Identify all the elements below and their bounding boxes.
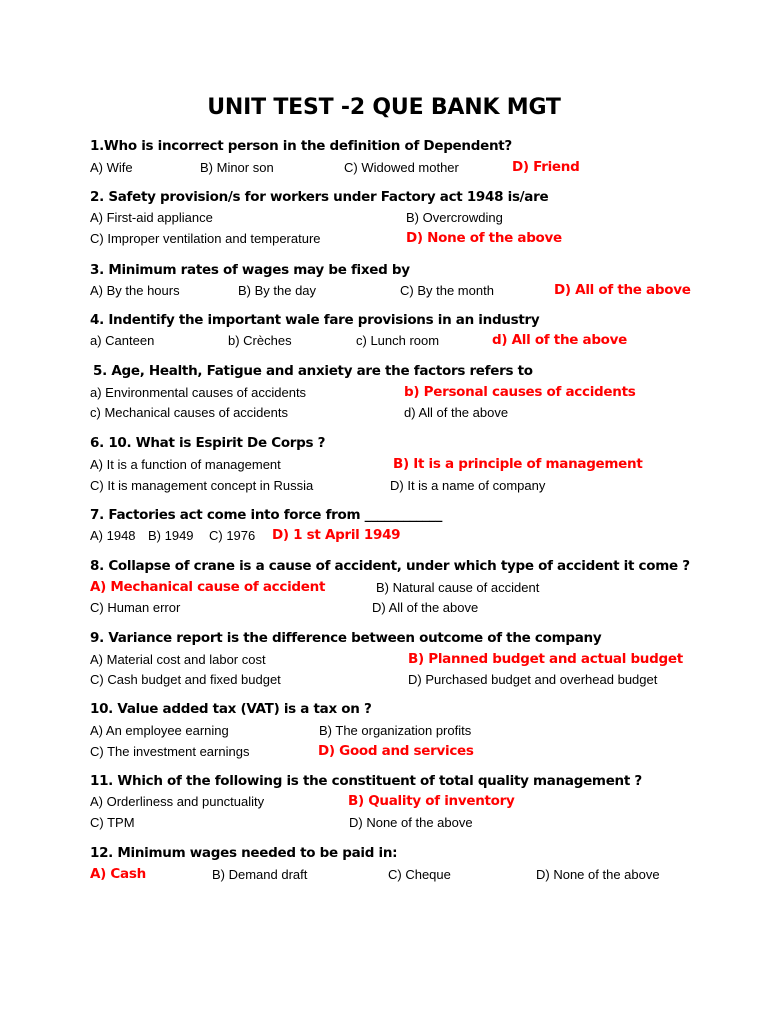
q7-answer: D) 1 st April 1949 xyxy=(272,527,401,543)
q12-option-c: C) Cheque xyxy=(388,867,451,882)
q4-option-c: c) Lunch room xyxy=(356,333,440,348)
q7-option-b: B) 1949 xyxy=(148,528,194,543)
question-6: 6. 10. What is Espirit De Corps ? xyxy=(90,435,326,451)
q4-option-b: b) Crèches xyxy=(228,333,292,348)
q12-answer: A) Cash xyxy=(90,866,146,882)
q3-answer: D) All of the above xyxy=(554,282,691,298)
q9-option-a: A) Material cost and labor cost xyxy=(90,652,266,667)
q4-option-a: a) Canteen xyxy=(90,333,155,348)
q8-option-b: B) Natural cause of accident xyxy=(376,580,540,595)
question-10: 10. Value added tax (VAT) is a tax on ? xyxy=(90,701,372,717)
page-title: UNIT TEST -2 QUE BANK MGT xyxy=(207,95,561,120)
question-1: 1.Who is incorrect person in the definition of Dependent? xyxy=(90,138,512,154)
question-5: 5. Age, Health, Fatigue and anxiety are the factors refers to xyxy=(93,363,533,379)
q7-option-c: C) 1976 xyxy=(209,528,256,543)
question-11: 11. Which of the following is the constituent of total quality management ? xyxy=(90,773,642,789)
q12-option-b: B) Demand draft xyxy=(212,867,308,882)
question-3: 3. Minimum rates of wages may be fixed by xyxy=(90,262,410,278)
q9-option-c: C) Cash budget and fixed budget xyxy=(90,672,281,687)
q2-option-b: B) Overcrowding xyxy=(406,210,503,225)
question-12: 12. Minimum wages needed to be paid in: xyxy=(90,845,398,861)
q1-option-c: C) Widowed mother xyxy=(344,160,459,175)
q8-option-d: D) All of the above xyxy=(372,600,479,615)
q5-option-d: d) All of the above xyxy=(404,405,509,420)
q11-answer: B) Quality of inventory xyxy=(348,793,515,809)
question-8: 8. Collapse of crane is a cause of accident, under which type of accident it come ? xyxy=(90,558,690,574)
q11-option-a: A) Orderliness and punctuality xyxy=(90,794,265,809)
q3-option-b: B) By the day xyxy=(238,283,317,298)
q10-answer: D) Good and services xyxy=(318,743,474,759)
q5-option-a: a) Environmental causes of accidents xyxy=(90,385,307,400)
question-9: 9. Variance report is the difference between outcome of the company xyxy=(90,630,602,646)
q9-option-d: D) Purchased budget and overhead budget xyxy=(408,672,658,687)
q1-option-a: A) Wife xyxy=(90,160,133,175)
q6-option-d: D) It is a name of company xyxy=(390,478,546,493)
q1-option-b: B) Minor son xyxy=(200,160,274,175)
q3-option-a: A) By the hours xyxy=(90,283,180,298)
question-7: 7. Factories act come into force from ____________ xyxy=(90,507,443,523)
q6-option-c: C) It is management concept in Russia xyxy=(90,478,314,493)
q3-option-c: C) By the month xyxy=(400,283,494,298)
q8-option-c: C) Human error xyxy=(90,600,181,615)
q11-option-c: C) TPM xyxy=(90,815,135,830)
q1-answer: D) Friend xyxy=(512,159,580,175)
q7-option-a: A) 1948 xyxy=(90,528,136,543)
q10-option-b: B) The organization profits xyxy=(319,723,472,738)
q5-option-c: c) Mechanical causes of accidents xyxy=(90,405,288,420)
q8-answer: A) Mechanical cause of accident xyxy=(90,579,326,595)
q6-answer: B) It is a principle of management xyxy=(393,456,643,472)
q5-answer: b) Personal causes of accidents xyxy=(404,384,636,400)
question-4: 4. Indentify the important wale fare provisions in an industry xyxy=(90,312,540,328)
q12-option-d: D) None of the above xyxy=(536,867,660,882)
q2-option-a: A) First-aid appliance xyxy=(90,210,213,225)
q10-option-a: A) An employee earning xyxy=(90,723,229,738)
q2-answer: D) None of the above xyxy=(406,230,562,246)
question-2: 2. Safety provision/s for workers under Factory act 1948 is/are xyxy=(90,189,549,205)
q10-option-c: C) The investment earnings xyxy=(90,744,250,759)
q11-option-d: D) None of the above xyxy=(349,815,473,830)
q4-answer: d) All of the above xyxy=(492,332,628,348)
q9-answer: B) Planned budget and actual budget xyxy=(408,651,683,667)
q6-option-a: A) It is a function of management xyxy=(90,457,281,472)
q2-option-c: C) Improper ventilation and temperature xyxy=(90,231,321,246)
